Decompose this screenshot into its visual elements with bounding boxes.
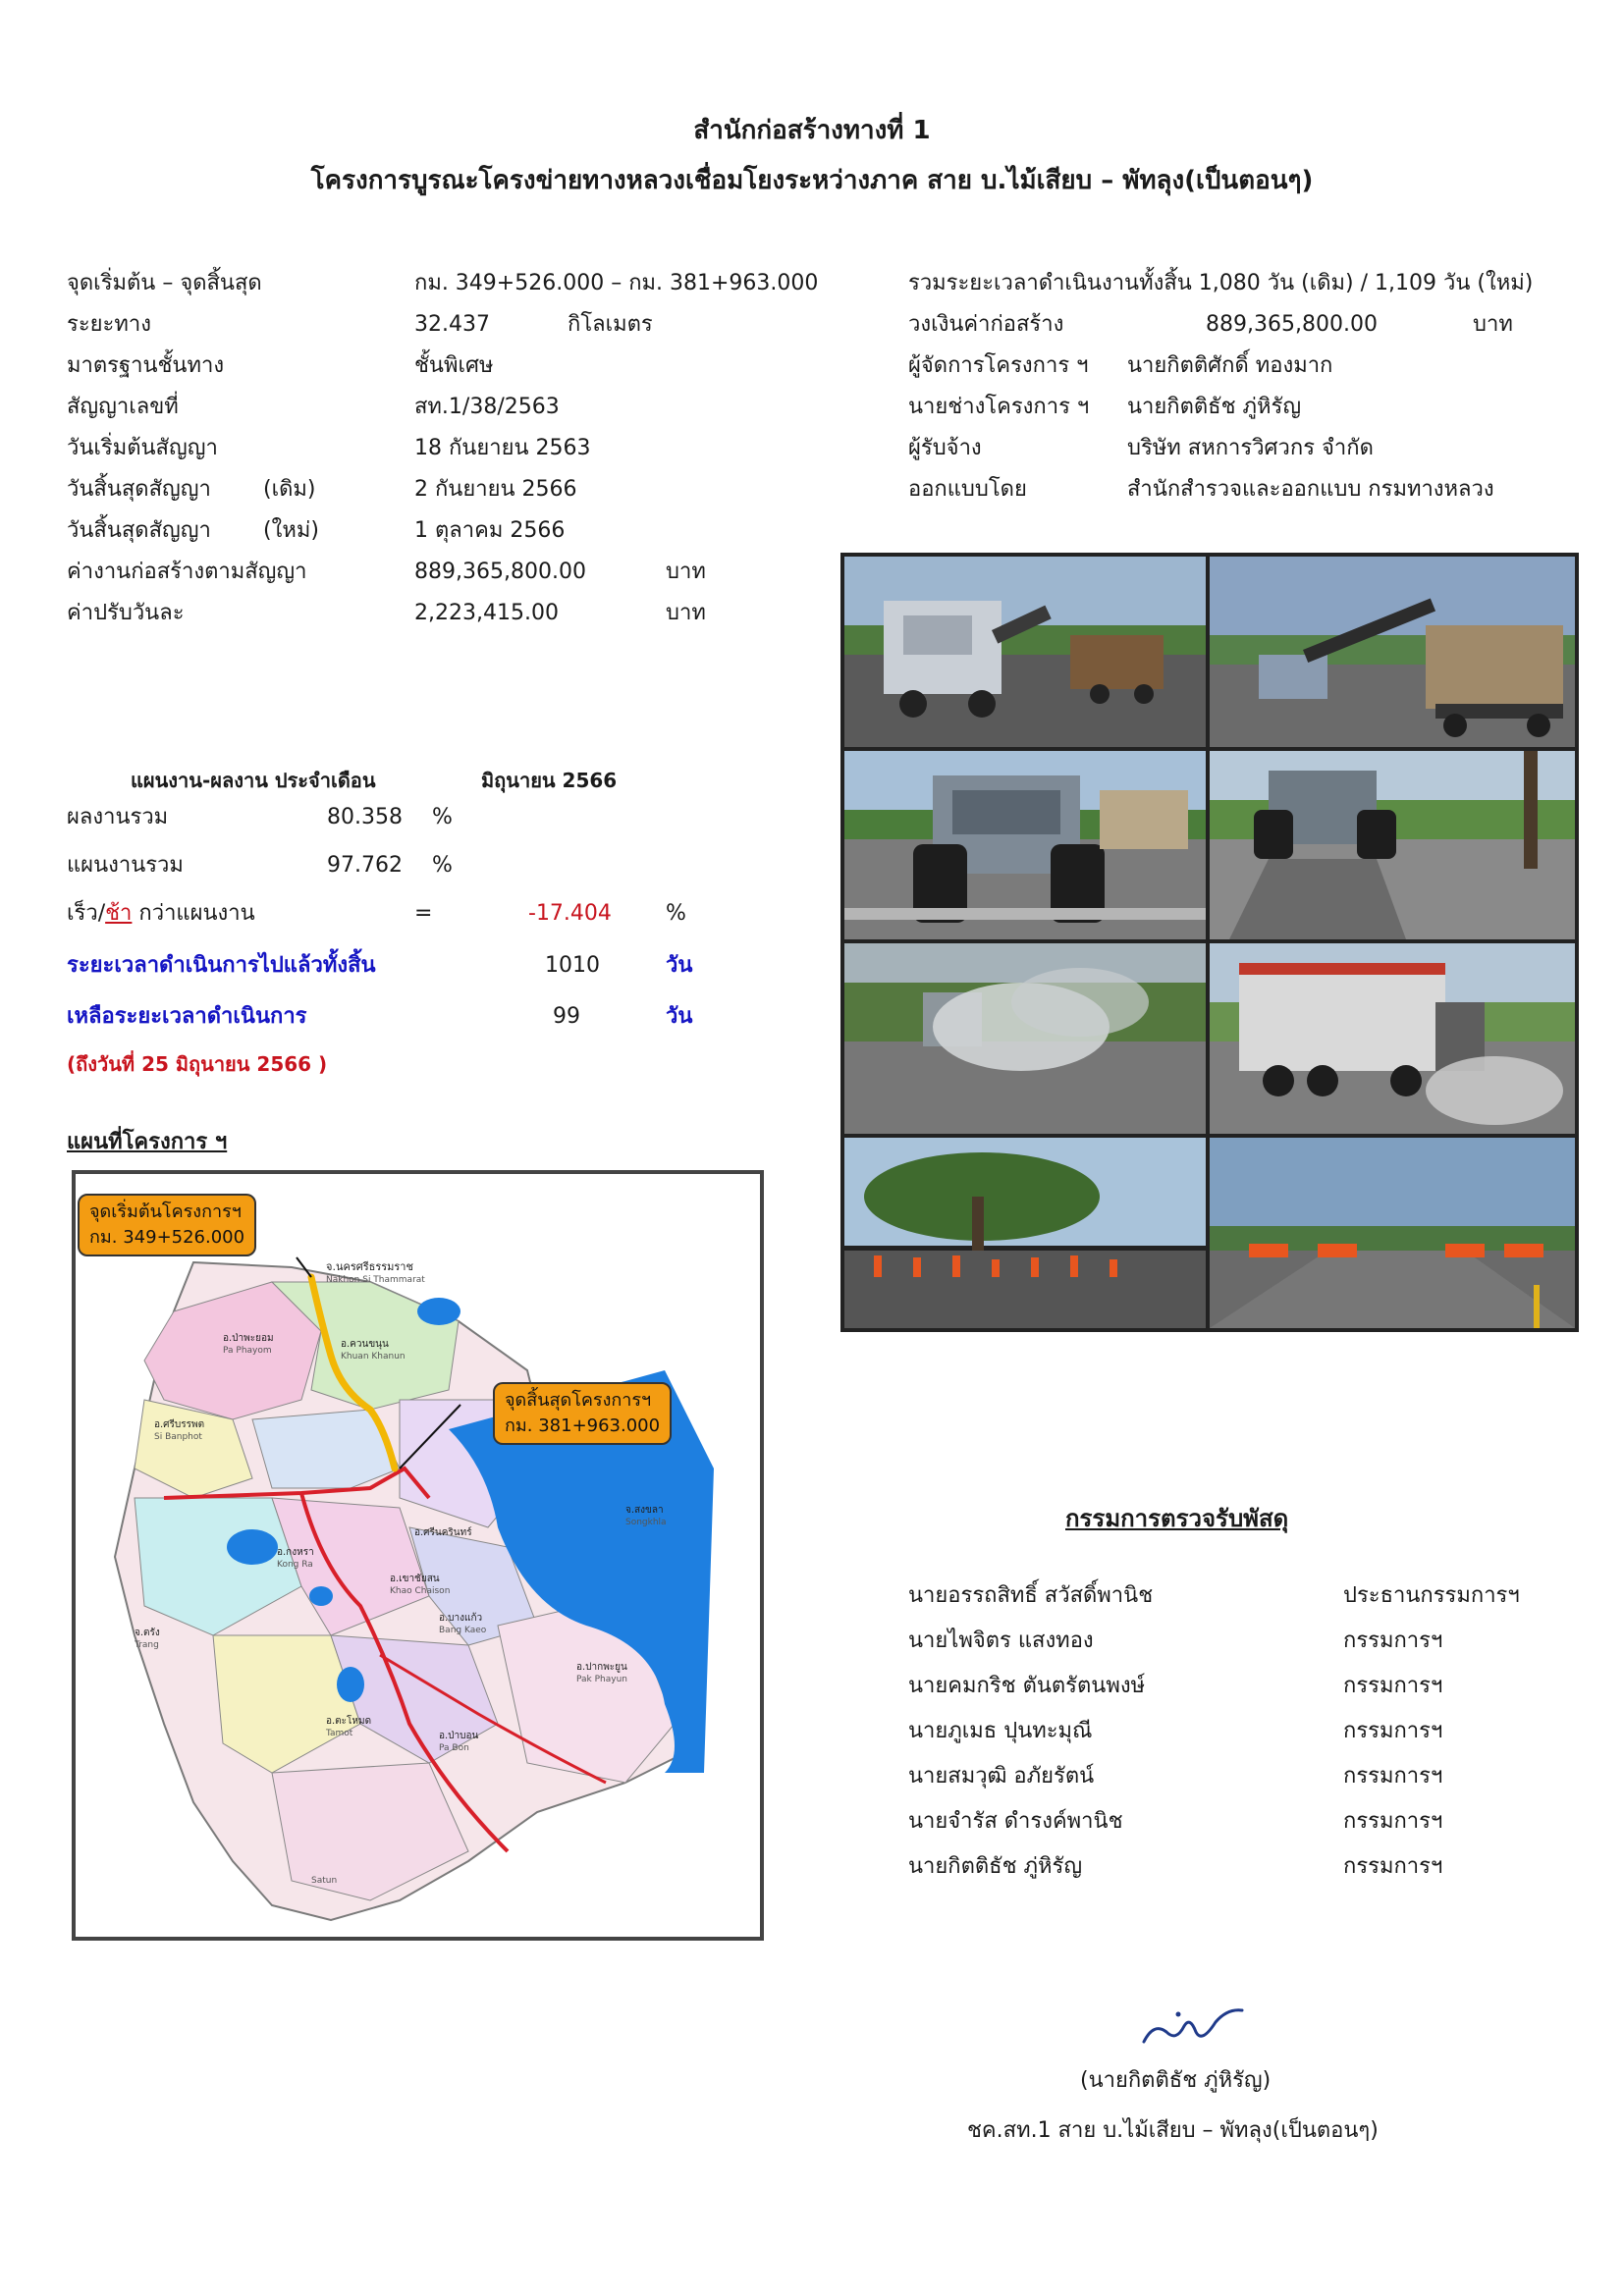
info-value: 889,365,800.00	[1206, 312, 1378, 337]
map-label: Pa Phayom	[223, 1346, 272, 1356]
handwritten-signature	[1139, 2002, 1247, 2052]
project-map	[72, 1170, 764, 1941]
map-label: Khuan Khanun	[341, 1352, 406, 1362]
traffic-cones-road-photo	[844, 1138, 1206, 1328]
diff-value: -17.404	[528, 901, 612, 926]
map-label: อ.กงหรา	[277, 1547, 314, 1558]
committee-member-role: กรรมการฯ	[1343, 1854, 1443, 1879]
committee-member-name: นายอรรถสิทธิ์ สวัสดิ์พานิช	[908, 1583, 1154, 1608]
construction-photo-grid	[840, 553, 1579, 1332]
map-heading: แผนที่โครงการ ฯ	[67, 1130, 228, 1154]
as-of-date: (ถึงวันที่ 25 มิถุนายน 2566 )	[67, 1052, 328, 1076]
map-label: อ.บางแก้ว	[439, 1613, 483, 1624]
map-label: Tamot	[326, 1729, 353, 1738]
info-label: รวมระยะเวลาดำเนินงานทั้งสิ้น 1,080 วัน (เดิม) / 1,109 วัน (ใหม่)	[908, 271, 1534, 295]
info-label: ผู้จัดการโครงการ ฯ	[908, 353, 1089, 378]
map-label: จ.นครศรีธรรมราช	[326, 1260, 413, 1273]
map-label: อ.ศรีบรรพต	[154, 1419, 205, 1430]
recycler-rear-view-photo	[844, 751, 1206, 939]
info-label: ค่าปรับวันละ	[67, 601, 185, 625]
start-point-callout	[78, 1194, 256, 1256]
remain-unit: วัน	[666, 1004, 693, 1029]
closed-lane-road-photo	[1210, 1138, 1575, 1328]
info-sub: (ใหม่)	[263, 518, 319, 543]
map-label: อ.ปากพะยูน	[576, 1662, 627, 1673]
map-label: อ.ป่าพะยอม	[223, 1333, 274, 1344]
info-value: ชั้นพิเศษ	[414, 353, 494, 378]
info-label: นายช่างโครงการ ฯ	[908, 395, 1090, 419]
province-map-graphic	[76, 1174, 760, 1937]
plan-value: 97.762	[327, 853, 403, 878]
progress-month: มิถุนายน 2566	[481, 769, 618, 792]
info-value: บริษัท สหการวิศวกร จำกัด	[1127, 436, 1374, 460]
map-label: อ.เขาชัยสน	[390, 1574, 440, 1584]
info-value: 2,223,415.00	[414, 601, 559, 625]
committee-member-role: กรรมการฯ	[1343, 1809, 1443, 1834]
elapsed-label: ระยะเวลาดำเนินการไปแล้วทั้งสิ้น	[67, 953, 376, 978]
plan-label: แผนงานรวม	[67, 853, 184, 878]
end-callout-km: กม. 381+963.000	[505, 1415, 661, 1436]
plan-pct: %	[432, 853, 453, 878]
signatory-position: ชค.สท.1 สาย บ.ไม้เสียบ – พัทลุง(เป็นตอนๆ)	[967, 2118, 1379, 2143]
end-point-callout	[493, 1382, 672, 1445]
info-label: วันสิ้นสุดสัญญา	[67, 518, 211, 543]
progress-heading: แผนงาน-ผลงาน ประจำเดือน	[131, 769, 376, 792]
info-value: 1 ตุลาคม 2566	[414, 518, 566, 543]
map-label: Khao Chaison	[390, 1586, 451, 1596]
map-label: Si Banphot	[154, 1432, 202, 1442]
milling-conveyor-truck-photo	[1210, 557, 1575, 747]
project-title: โครงการบูรณะโครงข่ายทางหลวงเชื่อมโยงระหว่างภาค สาย บ.ไม้เสียบ – พัทลุง(เป็นตอนๆ)	[310, 166, 1314, 195]
actual-pct: %	[432, 805, 453, 829]
info-value: 2 กันยายน 2566	[414, 477, 577, 502]
info-value: สท.1/38/2563	[414, 395, 560, 419]
start-callout-title: จุดเริ่มต้นโครงการฯ	[89, 1201, 242, 1222]
info-unit: บาท	[666, 601, 706, 625]
info-label: จุดเริ่มต้น – จุดสิ้นสุด	[67, 271, 262, 295]
info-value: สำนักสำรวจและออกแบบ กรมทางหลวง	[1127, 477, 1494, 502]
committee-member-role: กรรมการฯ	[1343, 1764, 1443, 1789]
actual-label: ผลงานรวม	[67, 805, 169, 829]
info-value: 32.437	[414, 312, 490, 337]
remain-value: 99	[553, 1004, 580, 1029]
committee-member-name: นายกิตติธัช ภู่หิรัญ	[908, 1854, 1083, 1879]
recycler-road-rear-photo	[1210, 751, 1575, 939]
map-label: อ.ป่าบอน	[439, 1731, 479, 1741]
committee-member-name: นายคมกริช ตันตรัตนพงษ์	[908, 1674, 1146, 1698]
info-sub: (เดิม)	[263, 477, 316, 502]
signatory-name: (นายกิตติธัช ภู่หิรัญ)	[1080, 2068, 1272, 2093]
map-label: จ.สงขลา	[625, 1505, 664, 1516]
remain-label: เหลือระยะเวลาดำเนินการ	[67, 1004, 307, 1029]
map-label: Pa Bon	[439, 1743, 469, 1753]
map-label: อ.ศรีนครินทร์	[414, 1527, 472, 1538]
diff-label-slow: ช้า	[105, 901, 133, 926]
committee-member-role: กรรมการฯ	[1343, 1719, 1443, 1743]
cement-dust-truck-photo	[844, 943, 1206, 1134]
map-label: จ.ตรัง	[135, 1628, 160, 1638]
map-label: Songkhla	[625, 1518, 667, 1527]
info-unit: บาท	[666, 560, 706, 584]
info-value: กม. 349+526.000 – กม. 381+963.000	[414, 271, 819, 295]
info-unit: กิโลเมตร	[568, 312, 653, 337]
info-value: 18 กันยายน 2563	[414, 436, 591, 460]
committee-member-name: นายสมวุฒิ อภัยรัตน์	[908, 1764, 1095, 1789]
diff-eq: =	[414, 901, 433, 926]
info-label: สัญญาเลขที่	[67, 395, 179, 419]
committee-member-role: ประธานกรรมการฯ	[1343, 1583, 1520, 1608]
elapsed-value: 1010	[545, 953, 600, 978]
office-title: สำนักก่อสร้างทางที่ 1	[693, 116, 931, 145]
map-label: Trang	[135, 1640, 159, 1650]
info-label: ค่างานก่อสร้างตามสัญญา	[67, 560, 307, 584]
info-label: วันเริ่มต้นสัญญา	[67, 436, 218, 460]
committee-member-role: กรรมการฯ	[1343, 1674, 1443, 1698]
committee-member-name: นายภูเมธ ปุนทะมุณี	[908, 1719, 1093, 1743]
elapsed-unit: วัน	[666, 953, 693, 978]
map-label: อ.ตะโหมด	[326, 1716, 372, 1727]
info-value: นายกิตติธัช ภู่หิรัญ	[1127, 395, 1302, 419]
map-label: Bang Kaeo	[439, 1626, 487, 1635]
info-label: วันสิ้นสุดสัญญา	[67, 477, 211, 502]
actual-value: 80.358	[327, 805, 403, 829]
committee-member-role: กรรมการฯ	[1343, 1629, 1443, 1653]
committee-heading: กรรมการตรวจรับพัสดุ	[1065, 1505, 1289, 1532]
info-label: วงเงินค่าก่อสร้าง	[908, 312, 1064, 337]
info-unit: บาท	[1473, 312, 1513, 337]
info-value: 889,365,800.00	[414, 560, 586, 584]
map-label: Nakhon Si Thammarat	[326, 1275, 425, 1285]
map-label: อ.ควนขนุน	[341, 1339, 389, 1350]
committee-member-name: นายจำรัส ดำรงค์พานิช	[908, 1809, 1123, 1834]
committee-member-name: นายไพจิตร แสงทอง	[908, 1629, 1094, 1653]
info-label: ออกแบบโดย	[908, 477, 1027, 502]
info-label: มาตรฐานชั้นทาง	[67, 353, 225, 378]
map-label: Satun	[311, 1876, 338, 1886]
diff-label	[67, 900, 255, 928]
info-label: ระยะทาง	[67, 312, 151, 337]
asphalt-recycler-truck-photo	[844, 557, 1206, 747]
diff-pct: %	[666, 901, 686, 926]
diff-label-rest: กว่าแผนงาน	[132, 901, 255, 926]
map-label: Pak Phayun	[576, 1675, 627, 1684]
info-value: นายกิตติศักดิ์ ทองมาก	[1127, 353, 1333, 378]
start-callout-km: กม. 349+526.000	[89, 1227, 245, 1248]
cement-spreader-truck-photo	[1210, 943, 1575, 1134]
map-label: Kong Ra	[277, 1560, 313, 1570]
end-callout-title: จุดสิ้นสุดโครงการฯ	[505, 1390, 652, 1411]
info-label: ผู้รับจ้าง	[908, 436, 982, 460]
diff-label-fast: เร็ว/	[67, 901, 106, 926]
